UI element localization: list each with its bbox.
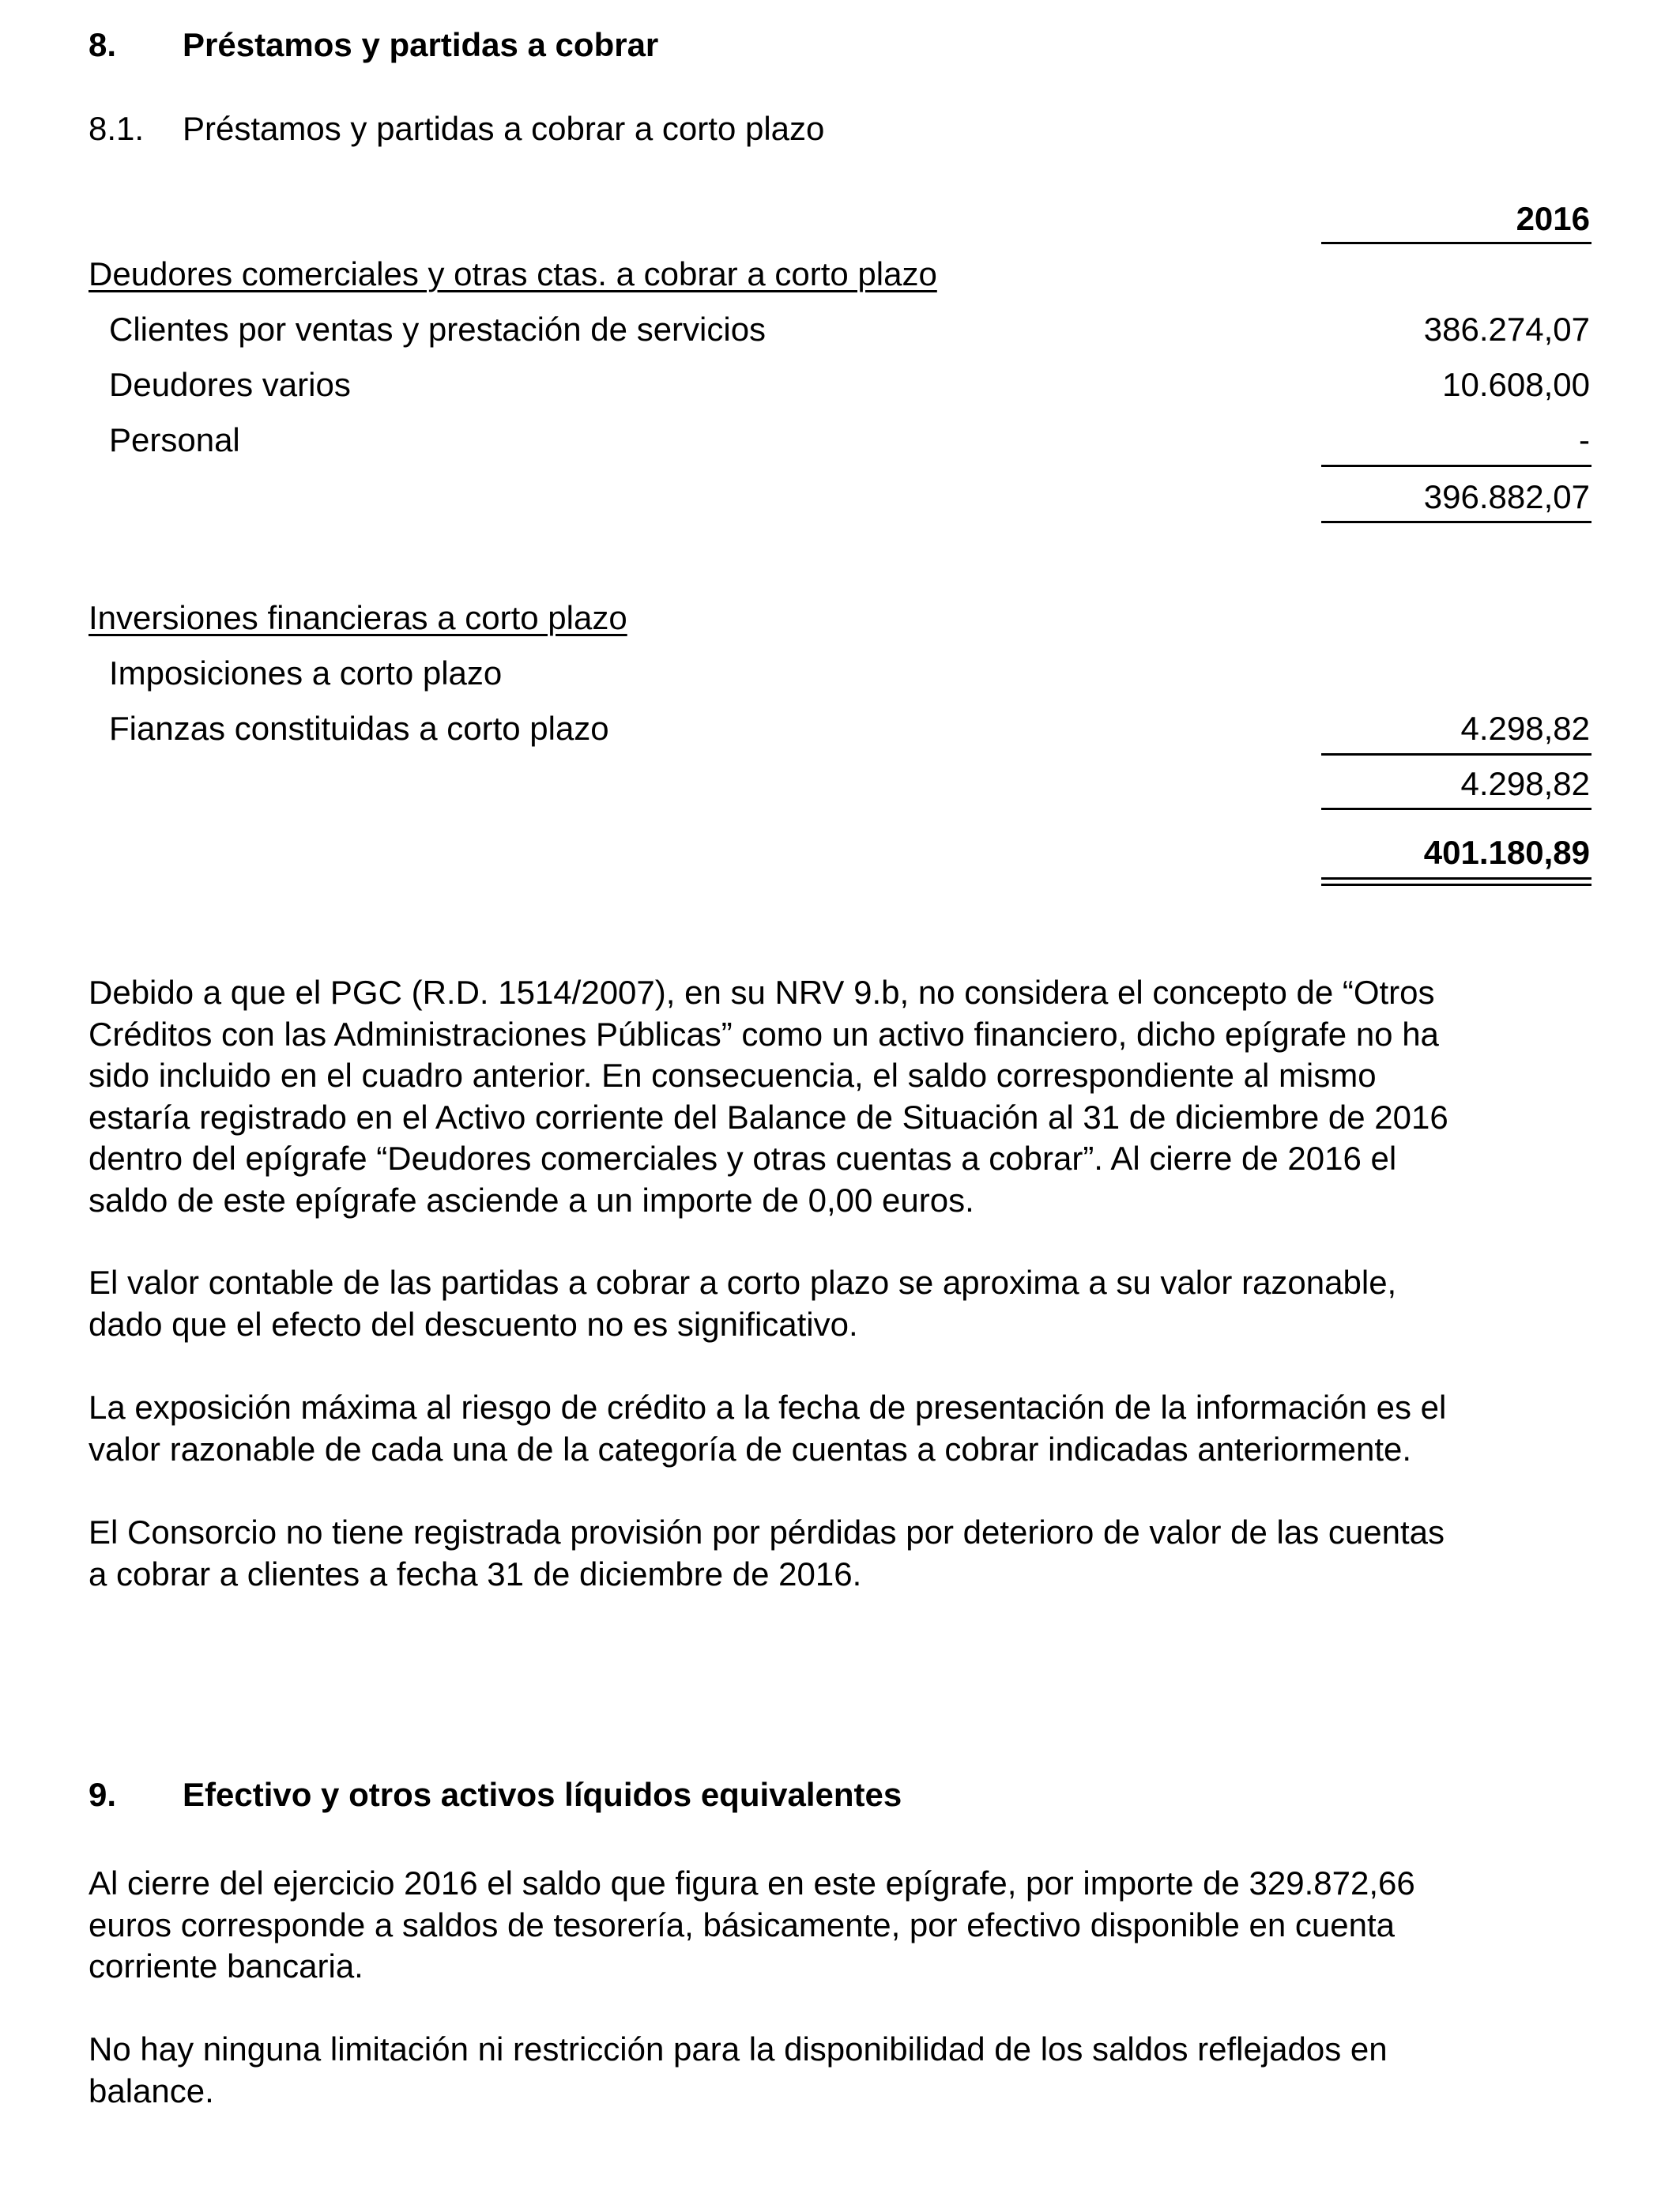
subtotal-inversiones: 4.298,82 (1460, 765, 1590, 802)
row-label-clientes: Clientes por ventas y prestación de servicios (109, 311, 767, 348)
row-label-personal: Personal (109, 421, 240, 458)
paragraph-line: dentro del epígrafe “Deudores comerciales y otras cuentas a cobrar”. Al cierre de 2016 el (89, 1140, 1397, 1177)
paragraph-line: dado que el efecto del descuento no es significativo. (89, 1305, 858, 1343)
section-9-number: 9. (89, 1776, 117, 1813)
year-header: 2016 (1516, 200, 1590, 237)
paragraph-line: No hay ninguna limitación ni restricción para la disponibilidad de los saldos reflejados en (89, 2030, 1388, 2068)
paragraph-line: Debido a que el PGC (R.D. 1514/2007), en su NRV 9.b, no considera el concepto de “Otros (89, 974, 1435, 1011)
paragraph-valor-contable (89, 1262, 1590, 1345)
row-value-clientes: 386.274,07 (1423, 311, 1590, 348)
paragraph-line: El valor contable de las partidas a cobrar a corto plazo se aproxima a su valor razonable, (89, 1264, 1397, 1301)
header-rule (1321, 242, 1591, 244)
section-9-title: Efectivo y otros activos líquidos equivalentes (183, 1776, 902, 1813)
paragraph-line: La exposición máxima al riesgo de crédito a la fecha de presentación de la información es el (89, 1389, 1447, 1426)
paragraph-line: El Consorcio no tiene registrada provisión por pérdidas por deterioro de valor de las cuentas (89, 1514, 1445, 1551)
paragraph-line: sido incluido en el cuadro anterior. En consecuencia, el saldo correspondiente al mismo (89, 1057, 1377, 1094)
subsection-8-1-title: Préstamos y partidas a cobrar a corto plazo (183, 110, 825, 147)
paragraph-exposicion (89, 1387, 1590, 1470)
subtotal-deudores: 396.882,07 (1423, 478, 1590, 515)
group-heading-inversiones: Inversiones financieras a corto plazo (89, 599, 627, 636)
subtotal-rule-top (1321, 465, 1591, 467)
section-8-number: 8. (89, 26, 117, 63)
subsection-8-1-number: 8.1. (89, 110, 145, 147)
row-value-personal: - (1579, 421, 1590, 458)
paragraph-efectivo (89, 1863, 1590, 1988)
group-heading-deudores: Deudores comerciales y otras ctas. a cobrar a corto plazo (89, 255, 937, 292)
paragraph-line: Créditos con las Administraciones Públicas” como un activo financiero, dicho epígrafe no ha (89, 1015, 1439, 1053)
row-label-imposiciones: Imposiciones a corto plazo (109, 654, 503, 692)
paragraph-line: a cobrar a clientes a fecha 31 de diciembre de 2016. (89, 1555, 862, 1593)
paragraph-line: estaría registrado en el Activo corriente del Balance de Situación al 31 de diciembre de 2016 (89, 1098, 1448, 1136)
paragraph-line: corriente bancaria. (89, 1947, 363, 1985)
section-8-title: Préstamos y partidas a cobrar (183, 26, 659, 63)
row-label-deudores-varios: Deudores varios (109, 366, 351, 403)
paragraph-line: saldo de este epígrafe asciende a un importe de 0,00 euros. (89, 1181, 974, 1219)
paragraph-limitacion (89, 2029, 1590, 2112)
grand-total-double-rule (1321, 877, 1591, 886)
paragraph-line: euros corresponde a saldos de tesorería, básicamente, por efectivo disponible en cuenta (89, 1906, 1396, 1943)
paragraph-line: valor razonable de cada una de la categoría de cuentas a cobrar indicadas anteriormente. (89, 1430, 1412, 1468)
paragraph-line: balance. (89, 2071, 214, 2109)
row-value-fianzas: 4.298,82 (1460, 710, 1590, 747)
paragraph-pgc (89, 972, 1590, 1221)
subtotal2-rule-bottom (1321, 808, 1591, 810)
grand-total: 401.180,89 (1423, 834, 1590, 871)
subtotal2-rule-top (1321, 753, 1591, 756)
row-label-fianzas: Fianzas constituidas a corto plazo (109, 710, 609, 747)
paragraph-provision (89, 1512, 1590, 1595)
paragraph-line: Al cierre del ejercicio 2016 el saldo que figura en este epígrafe, por importe de 329.872,66 (89, 1864, 1415, 1902)
subtotal-rule-bottom (1321, 521, 1591, 523)
row-value-deudores-varios: 10.608,00 (1442, 366, 1590, 403)
